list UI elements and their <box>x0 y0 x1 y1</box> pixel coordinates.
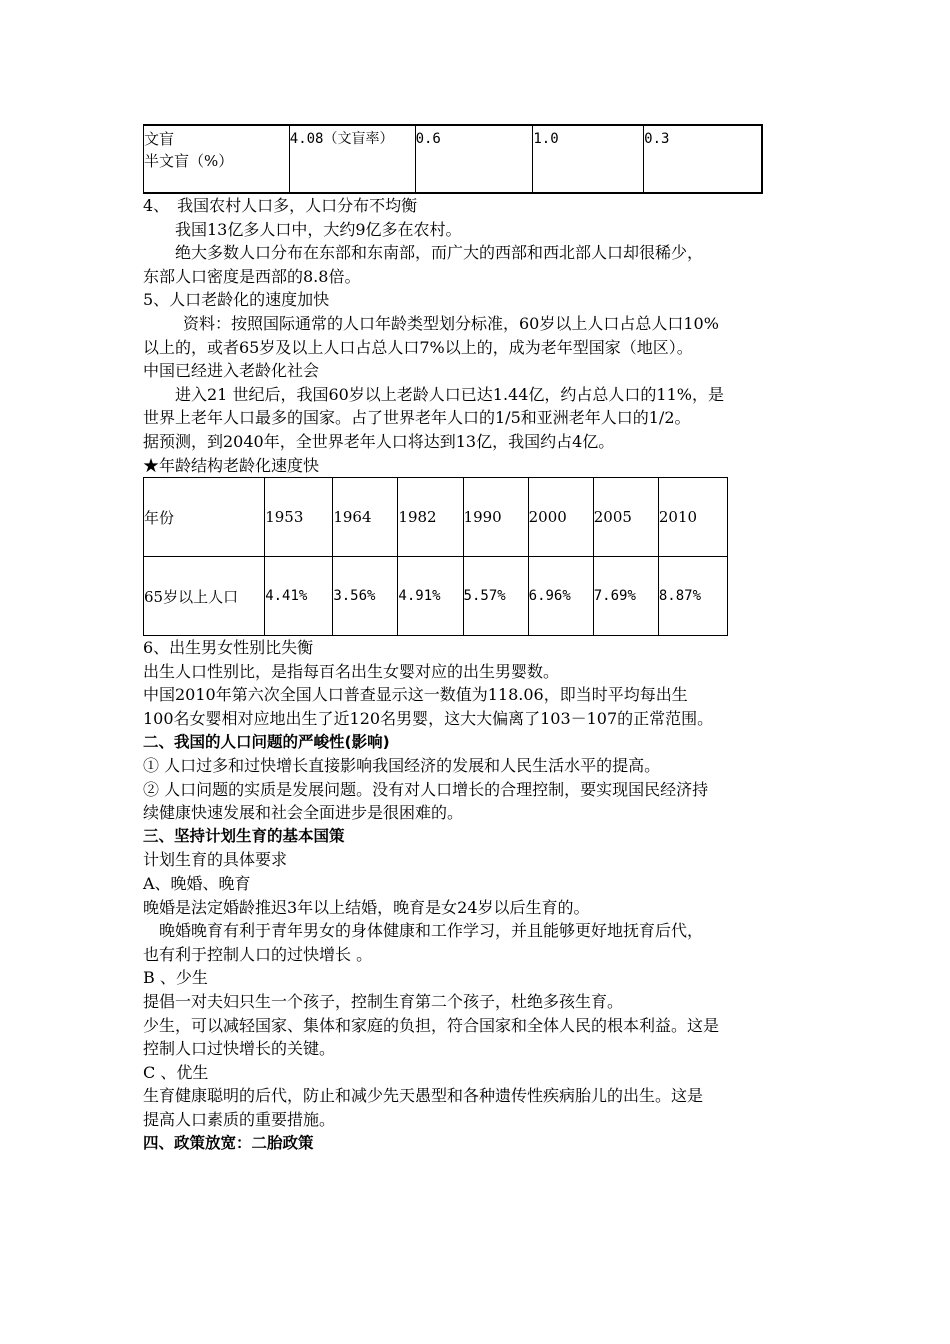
paragraph: 提高人口素质的重要措施。 <box>143 1110 336 1129</box>
paragraph: 控制人口过快增长的关键。 <box>143 1039 336 1059</box>
literacy-label-cell <box>144 125 290 193</box>
literacy-table <box>143 124 763 194</box>
literacy-value-cell: 0.3 <box>644 125 762 193</box>
percent-cell: 4.91% <box>398 557 463 636</box>
year-cell: 2000 <box>528 478 593 557</box>
section6-heading: 6、出生男女性别比失衡 <box>143 638 314 658</box>
aging-table-title: ★年龄结构老龄化速度快 <box>143 455 320 475</box>
paragraph: 我国13亿多人口中，大约9亿多在农村。 <box>175 219 462 239</box>
paragraph: 也有利于控制人口的过快增长 。 <box>143 944 373 964</box>
list-item: ② 人口问题的实质是发展问题。没有对人口增长的合理控制，要实现国民经济持 <box>143 779 709 799</box>
paragraph: 生育健康聪明的后代，防止和减少先天愚型和各种遗传性疾病胎儿的出生。这是 <box>143 1086 704 1106</box>
paragraph: 出生人口性别比，是指每百名出生女婴对应的出生男婴数。 <box>143 661 560 681</box>
year-cell: 1982 <box>398 478 463 557</box>
item-c-heading: C 、优生 <box>143 1062 209 1082</box>
section5-heading: 5、人口老龄化的速度加快 <box>143 290 330 310</box>
percent-cell: 4.41% <box>265 557 333 636</box>
part3-heading: 三、坚持计划生育的基本国策 <box>143 826 345 845</box>
literacy-label-line2: 半文盲（%） <box>144 152 234 170</box>
paragraph: 中国2010年第六次全国人口普查显示这一数值为118.06，即当时平均每出生 <box>143 685 688 705</box>
paragraph: 资料：按照国际通常的人口年龄类型划分标准，60岁以上人口占总人口10% <box>183 313 719 333</box>
paragraph: 以上的，或者65岁及以上人口占总人口7%以上的，成为老年型国家（地区）。 <box>143 337 693 357</box>
list-item: 续健康快速发展和社会全面进步是很困难的。 <box>143 803 464 823</box>
year-cell: 1953 <box>265 478 333 557</box>
literacy-value-cell: 1.0 <box>533 125 644 193</box>
document-page <box>143 124 813 1155</box>
table-row <box>144 478 728 557</box>
part4-heading: 四、政策放宽：二胎政策 <box>143 1133 314 1152</box>
aging-table <box>143 477 728 636</box>
table-row <box>144 557 728 636</box>
literacy-value-cell: 4.08（文盲率） <box>289 125 415 193</box>
item-b-heading: B 、少生 <box>143 968 208 988</box>
percent-cell: 5.57% <box>463 557 528 636</box>
paragraph: 晚婚晚育有利于青年男女的身体健康和工作学习，并且能够更好地抚育后代， <box>159 921 704 941</box>
percent-row-label: 65岁以上人口 <box>144 557 265 636</box>
paragraph: 东部人口密度是西部的8.8倍。 <box>143 266 361 286</box>
paragraph: 提倡一对夫妇只生一个孩子，控制生育第二个孩子，杜绝多孩生育。 <box>143 992 624 1012</box>
paragraph: 中国已经进入老龄化社会 <box>143 361 320 381</box>
paragraph: 进入21 世纪后，我国60岁以上老龄人口已达1.44亿，约占总人口的11%，是 <box>175 384 724 404</box>
year-row-label: 年份 <box>144 478 265 557</box>
paragraph: 世界上老年人口最多的国家。占了世界老年人口的1/5和亚洲老年人口的1/2。 <box>143 408 691 428</box>
year-cell: 2005 <box>593 478 658 557</box>
table-row <box>144 125 763 193</box>
literacy-label-line1: 文盲 <box>144 130 175 148</box>
paragraph: 晚婚是法定婚龄推迟3年以上结婚，晚育是女24岁以后生育的。 <box>143 897 590 917</box>
year-cell: 1990 <box>463 478 528 557</box>
percent-cell: 6.96% <box>528 557 593 636</box>
paragraph: 据预测，到2040年，全世界老年人口将达到13亿，我国约占4亿。 <box>143 431 615 451</box>
literacy-value-cell: 0.6 <box>415 125 533 193</box>
year-cell: 1964 <box>333 478 398 557</box>
section4-heading: 4、 我国农村人口多，人口分布不均衡 <box>143 196 418 215</box>
year-cell: 2010 <box>658 478 727 557</box>
percent-cell: 8.87% <box>658 557 727 636</box>
paragraph: 100名女婴相对应地出生了近120名男婴，这大大偏离了103－107的正常范围。 <box>143 708 714 728</box>
percent-cell: 7.69% <box>593 557 658 636</box>
subheading: 计划生育的具体要求 <box>143 850 288 870</box>
percent-cell: 3.56% <box>333 557 398 636</box>
paragraph: 少生，可以减轻国家、集体和家庭的负担，符合国家和全体人民的根本利益。这是 <box>143 1015 720 1035</box>
part2-heading: 二、我国的人口问题的严峻性(影响) <box>143 732 390 751</box>
item-a-heading: A、晚婚、晚育 <box>143 874 251 894</box>
paragraph: 绝大多数人口分布在东部和东南部，而广大的西部和西北部人口却很稀少， <box>175 243 704 263</box>
list-item: ① 人口过多和过快增长直接影响我国经济的发展和人民生活水平的提高。 <box>143 756 661 776</box>
